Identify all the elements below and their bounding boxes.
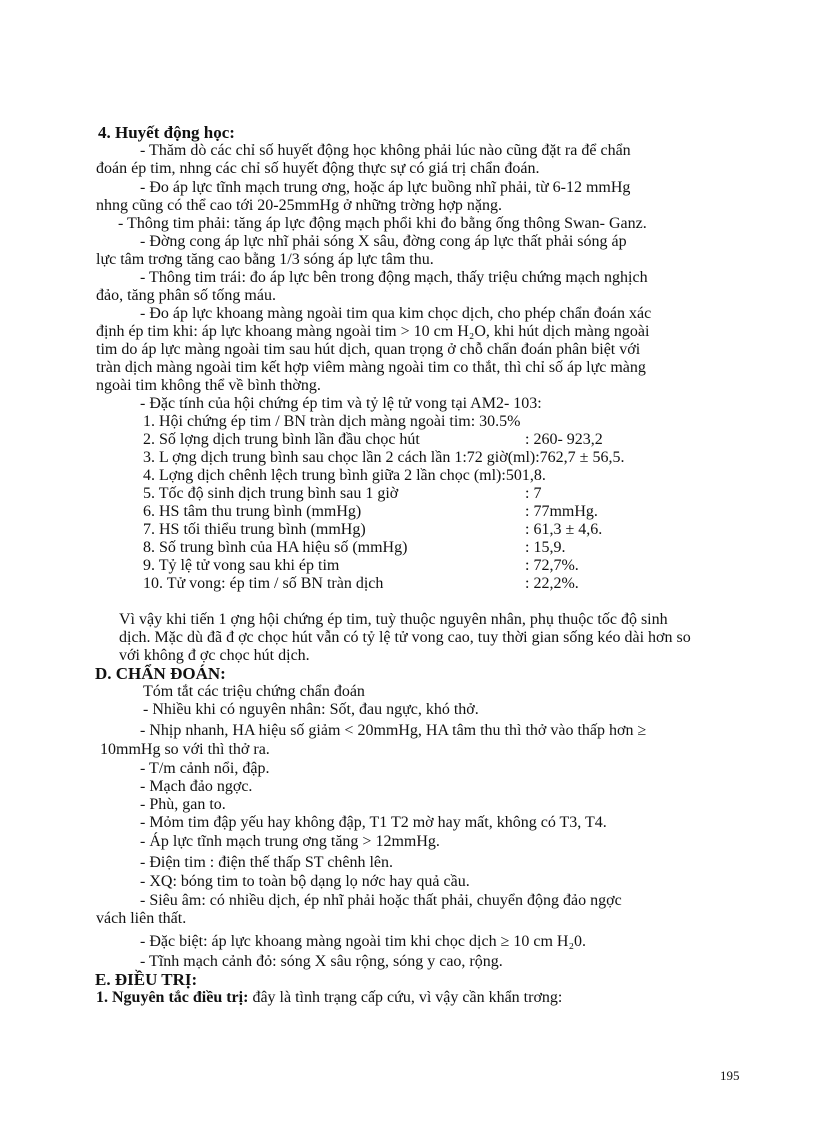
stat-row [143,449,743,467]
stat-label: 10. Tử vong: ép tim / số BN tràn dịch [143,575,384,592]
symptom-item: - Đặc biệt: áp lực khoang màng ngoài tim khi chọc dịch ≥ 10 cm H₂0. [140,933,587,950]
paragraph-line: tràn dịch màng ngoài tim kết hợp viêm màng ngoài tim co thắt, thì chỉ số áp lực màng [96,359,646,376]
symptom-item: - Tĩnh mạch cảnh đỏ: sóng X sâu rộng, sóng y cao, rộng. [140,953,503,970]
stat-row [143,557,743,575]
section-d-intro: Tóm tắt các triệu chứng chẩn đoán [143,683,365,700]
treatment-item-1-text: đây là tình trạng cấp cứu, vì vậy cần khẩn trơng: [248,989,563,1006]
stat-value: : 22,2%. [525,575,579,592]
stat-row [143,521,743,539]
symptom-item: - T/m cảnh nổi, đập. [140,760,270,777]
stat-row [143,431,743,449]
paragraph-line: đoán ép tim, nhng các chỉ số huyết động thực sự có giá trị chẩn đoán. [96,160,540,177]
symptom-item: vách liên thất. [96,910,187,927]
page-number: 195 [720,1068,740,1083]
symptom-item: - Nhiều khi có nguyên nhân: Sốt, đau ngực, khó thở. [143,701,479,718]
stat-value: : 72,7%. [525,557,579,574]
symptom-item: - Mỏm tim đập yếu hay không đập, T1 T2 mờ hay mất, không có T3, T4. [140,814,607,831]
stat-value: : 260- 923,2 [525,431,603,448]
stat-row [143,503,743,521]
stat-row [143,539,743,557]
section-4-title: 4. Huyết động học: [98,123,235,142]
stat-label: 7. HS tối thiểu trung bình (mmHg) [143,521,366,538]
symptom-item: - Điện tim : điện thế thấp ST chênh lên. [140,854,393,871]
paragraph-line: ngoài tim không thể về bình thờng. [96,377,321,394]
stat-label: 8. Số trung bình của HA hiệu số (mmHg) [143,539,408,556]
treatment-item-1-label: 1. Nguyên tắc điều trị: [96,989,249,1006]
paragraph-line: lực tâm trơng tăng cao bằng 1/3 sóng áp lực tâm thu. [96,251,434,268]
symptom-item: - XQ: bóng tim to toàn bộ dạng lọ nớc hay quả cầu. [140,873,470,890]
paragraph-line: tim do áp lực màng ngoài tim sau hút dịch, quan trọng ở chỗ chẩn đoán phân biệt với [96,341,641,358]
stat-row [143,467,743,485]
symptom-item: - Phù, gan to. [140,796,226,813]
stat-value: : 7 [525,485,542,502]
stat-row: 1. Hội chứng ép tim / BN tràn dịch màng ngoài tim: 30.5% [143,413,521,430]
symptom-item: - Siêu âm: có nhiều dịch, ép nhĩ phải hoặc thất phải, chuyển động đảo ngợc [140,892,622,909]
stat-label: 4. Lợng dịch chênh lệch trung bình giữa 2 lần chọc (ml):501,8. [143,467,546,484]
paragraph-line: - Đờng cong áp lực nhĩ phải sóng X sâu, đờng cong áp lực thất phải sóng áp [140,233,627,250]
paragraph-line: - Đo áp lực khoang màng ngoài tim qua kim chọc dịch, cho phép chẩn đoán xác [140,305,652,322]
stat-label: 6. HS tâm thu trung bình (mmHg) [143,503,362,520]
symptom-item: - Mạch đảo ngợc. [140,778,253,795]
paragraph-line: dịch. Mặc dù đã đ ợc chọc hút vẫn có tỷ lệ tử vong cao, tuy thời gian sống kéo dài hơn so [119,629,691,646]
stat-row [143,575,743,593]
paragraph-line: - Thăm dò các chỉ số huyết động học không phải lúc nào cũng đặt ra để chẩn [140,142,631,159]
symptom-item: - Áp lực tĩnh mạch trung ơng tăng > 12mmHg. [140,833,440,850]
paragraph-line: nhng cũng có thể cao tới 20-25mmHg ở những trờng hợp nặng. [96,197,503,214]
stats-intro: - Đặc tính của hội chứng ép tim và tỷ lệ tử vong tại AM2- 103: [140,395,542,412]
stat-value: : 77mmHg. [525,503,598,520]
section-e-title: E. ĐIỀU TRỊ: [95,970,198,989]
paragraph-line: với không đ ợc chọc hút dịch. [119,647,310,664]
stat-label: 5. Tốc độ sinh dịch trung bình sau 1 giờ [143,485,399,502]
section-d-title: D. CHẨN ĐOÁN: [95,664,226,683]
paragraph-line: đảo, tăng phân số tống máu. [96,287,276,304]
symptom-item: 10mmHg so với thì thở ra. [100,741,270,758]
stat-label: 2. Số lợng dịch trung bình lần đầu chọc hút [143,431,420,448]
stat-row [143,485,743,503]
paragraph-line: - Đo áp lực tĩnh mạch trung ơng, hoặc áp lực buồng nhĩ phải, từ 6-12 mmHg [140,179,631,196]
stat-value: : 61,3 ± 4,6. [525,521,603,538]
paragraph-line: - Thông tim phải: tăng áp lực động mạch phổi khi đo bằng ống thông Swan- Ganz. [118,215,647,232]
paragraph-line: Vì vậy khi tiến 1 ợng hội chứng ép tim, tuỳ thuộc nguyên nhân, phụ thuộc tốc độ sinh [119,611,668,628]
treatment-item-1 [96,989,562,1007]
paragraph-line: định ép tim khi: áp lực khoang màng ngoài tim > 10 cm H₂O, khi hút dịch màng ngoài [96,323,650,340]
stat-label: 9. Tỷ lệ tử vong sau khi ép tim [143,557,340,574]
symptom-item: - Nhịp nhanh, HA hiệu số giảm < 20mmHg, HA tâm thu thì thở vào thấp hơn ≥ [140,722,647,739]
stat-value: : 15,9. [525,539,566,556]
stat-label: 3. L ợng dịch trung bình sau chọc lần 2 cách lần 1:72 giờ(ml):762,7 ± 56,5. [143,449,625,466]
paragraph-line: - Thông tim trái: đo áp lực bên trong động mạch, thấy triệu chứng mạch nghịch [140,269,648,286]
